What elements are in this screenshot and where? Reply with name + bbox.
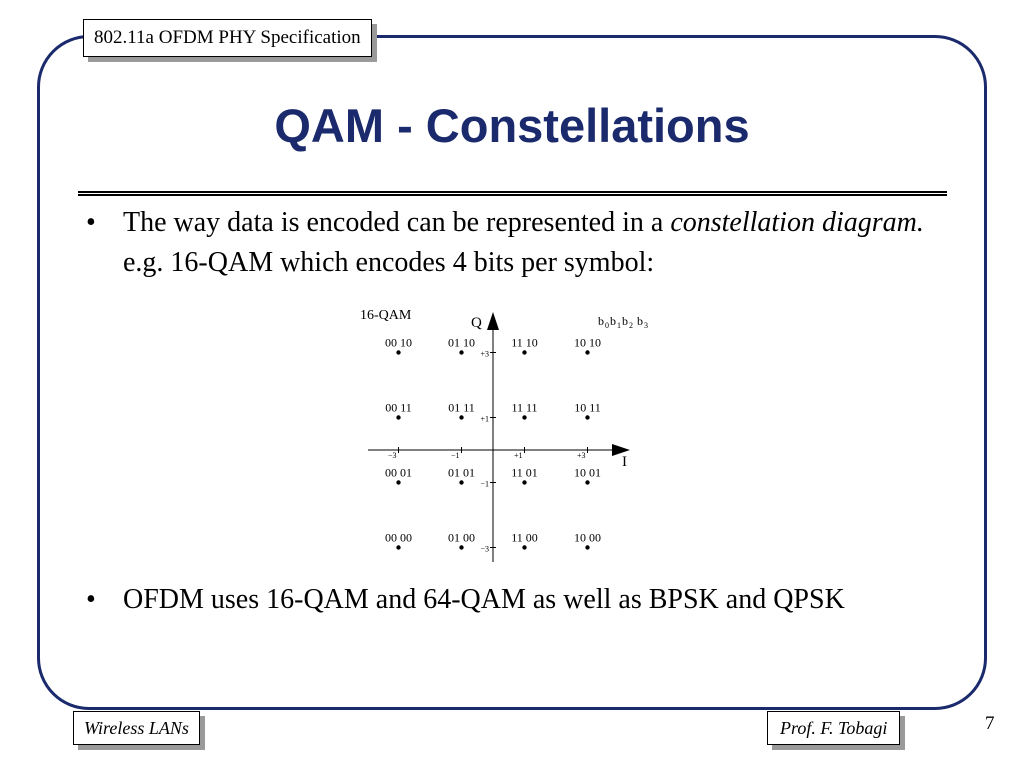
x-tick-label: +1 bbox=[513, 451, 523, 460]
header-label: 802.11a OFDM PHY Specification bbox=[83, 19, 372, 57]
constellation-point bbox=[459, 480, 463, 484]
footer-course: Wireless LANs bbox=[73, 711, 200, 745]
slide-title: QAM - Constellations bbox=[274, 99, 750, 152]
bit-index: 2 bbox=[629, 321, 633, 330]
bit-letter: b bbox=[622, 314, 628, 328]
constellation-point-label: 00 00 bbox=[385, 530, 412, 545]
constellation-point bbox=[522, 480, 526, 484]
bullet-text: OFDM uses 16-QAM and 64-QAM as well as BPSK and QPSK bbox=[123, 584, 845, 615]
constellation-point-label: 00 01 bbox=[385, 465, 412, 480]
x-tick-group bbox=[388, 447, 588, 460]
bit-order-legend bbox=[598, 314, 648, 330]
title-divider bbox=[78, 191, 947, 196]
constellation-point bbox=[585, 480, 589, 484]
y-tick-label: +1 bbox=[480, 414, 489, 424]
constellation-point bbox=[585, 415, 589, 419]
constellation-point bbox=[585, 350, 589, 354]
constellation-point-label: 11 01 bbox=[511, 465, 538, 480]
footer-author: Prof. F. Tobagi bbox=[767, 711, 900, 745]
constellation-point bbox=[522, 545, 526, 549]
bit-letter: b bbox=[598, 314, 604, 328]
bit-index: 0 bbox=[605, 321, 609, 330]
y-tick-label: −3 bbox=[480, 544, 489, 554]
y-tick-label: −1 bbox=[480, 479, 489, 489]
bullet-text-emphasis: constellation diagram. bbox=[670, 207, 924, 238]
x-tick-label: −3 bbox=[387, 451, 397, 460]
constellation-point bbox=[459, 350, 463, 354]
bullet-text-part: The way data is encoded can be represented in a bbox=[123, 207, 671, 238]
constellation-point-label: 01 01 bbox=[448, 465, 475, 480]
constellation-point-label: 10 10 bbox=[574, 335, 601, 350]
i-axis-label: I bbox=[622, 454, 627, 470]
q-axis-arrow bbox=[487, 312, 499, 330]
i-axis-arrow bbox=[612, 444, 630, 456]
bullet-text-part: e.g. 16-QAM which encodes 4 bits per symbol: bbox=[123, 247, 655, 278]
constellation-point bbox=[396, 480, 400, 484]
page-number: 7 bbox=[985, 713, 995, 734]
constellation-point-label: 01 00 bbox=[448, 530, 475, 545]
constellation-point-label: 10 00 bbox=[574, 530, 601, 545]
bullet-symbol: • bbox=[86, 207, 96, 238]
constellation-point bbox=[459, 415, 463, 419]
bullet-item-1 bbox=[86, 203, 926, 283]
bit-index: 3 bbox=[644, 321, 648, 330]
y-tick-label: +3 bbox=[480, 349, 489, 359]
bit-letter: b bbox=[610, 314, 616, 328]
constellation-point-label: 10 11 bbox=[574, 400, 601, 415]
bit-index: 1 bbox=[617, 321, 621, 330]
q-axis-label: Q bbox=[471, 315, 482, 331]
constellation-point bbox=[522, 415, 526, 419]
constellation-point bbox=[522, 350, 526, 354]
constellation-point bbox=[459, 545, 463, 549]
bit-letter: b bbox=[637, 314, 643, 328]
constellation-point-label: 11 00 bbox=[511, 530, 538, 545]
constellation-point bbox=[396, 415, 400, 419]
constellation-point bbox=[585, 545, 589, 549]
constellation-point-label: 01 11 bbox=[448, 400, 475, 415]
x-tick-label: −1 bbox=[450, 451, 460, 460]
constellation-point-label: 00 11 bbox=[385, 400, 412, 415]
constellation-point-label: 11 11 bbox=[511, 400, 538, 415]
diagram-label: 16-QAM bbox=[360, 308, 412, 323]
bullet-item-2 bbox=[86, 580, 926, 620]
x-tick-label: +3 bbox=[576, 451, 586, 460]
constellation-point bbox=[396, 545, 400, 549]
constellation-diagram bbox=[350, 300, 660, 570]
bullet-symbol: • bbox=[86, 584, 96, 615]
constellation-point-label: 11 10 bbox=[511, 335, 538, 350]
constellation-point-label: 10 01 bbox=[574, 465, 601, 480]
constellation-point-label: 00 10 bbox=[385, 335, 412, 350]
y-tick-group bbox=[480, 350, 496, 554]
constellation-point bbox=[396, 350, 400, 354]
constellation-point-label: 01 10 bbox=[448, 335, 475, 350]
